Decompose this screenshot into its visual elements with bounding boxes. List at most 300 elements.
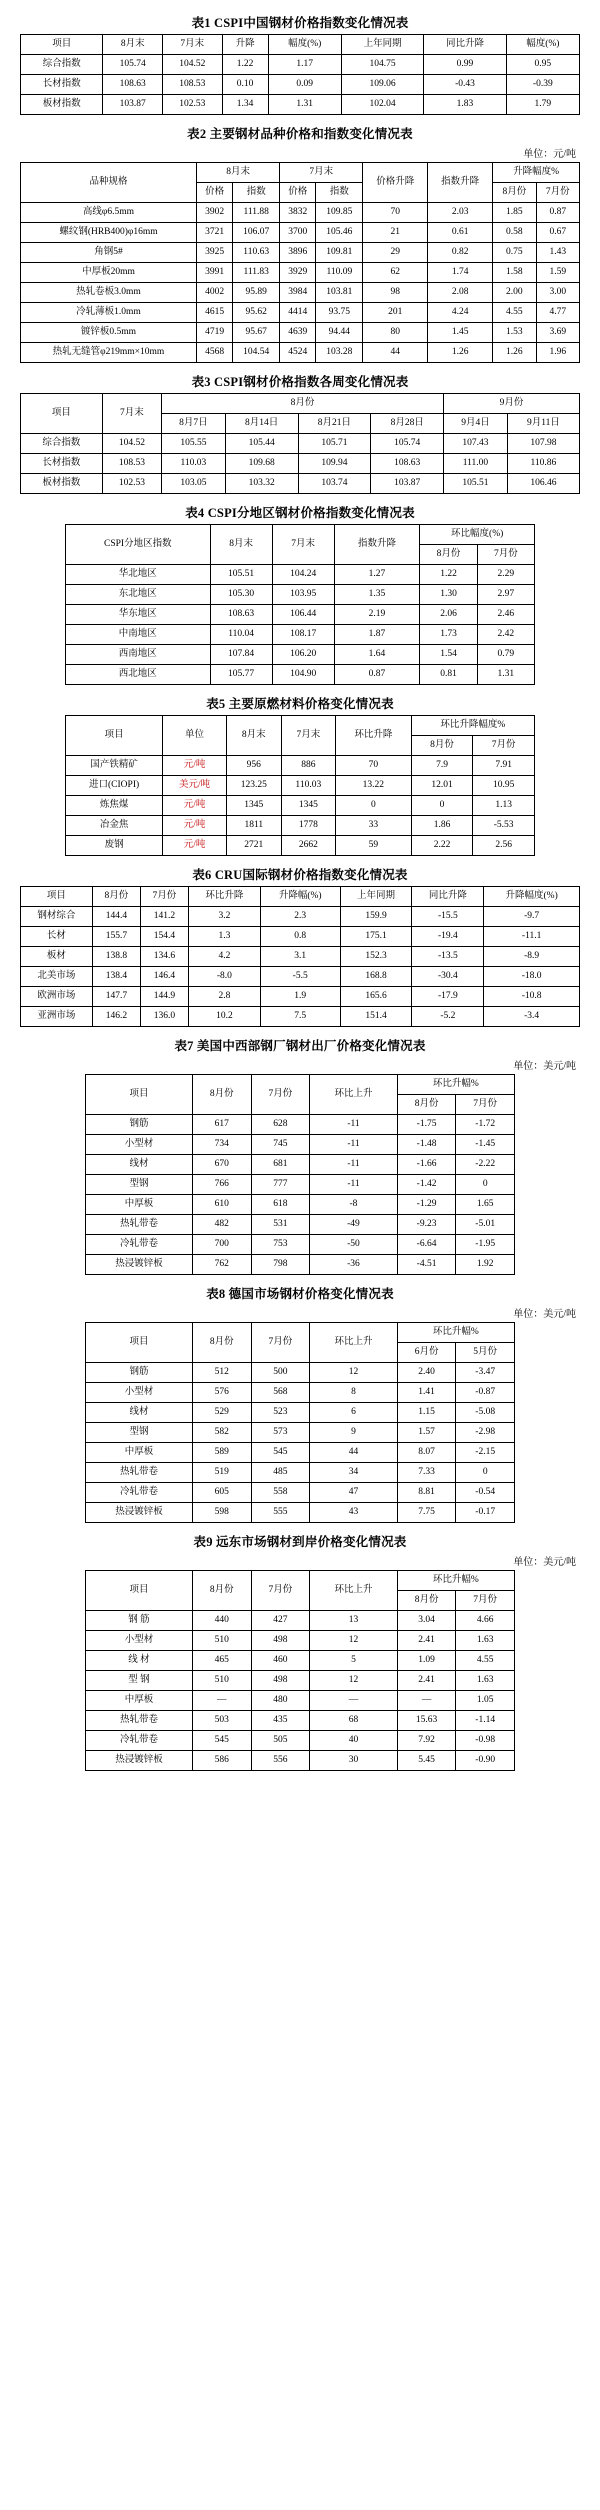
table-row: [21, 263, 580, 283]
cell: 589: [192, 1443, 251, 1463]
cell: 40: [310, 1731, 398, 1751]
cell: 610: [192, 1195, 251, 1215]
cell: 0.10: [222, 75, 268, 95]
row-label: 中南地区: [66, 625, 211, 645]
cell: 3.1: [260, 947, 340, 967]
row-label: 钢 筋: [86, 1611, 193, 1631]
cell: 103.87: [371, 474, 444, 494]
cell: 108.63: [103, 75, 163, 95]
cell: 1.26: [428, 343, 493, 363]
cell: 1.26: [493, 343, 536, 363]
cell: 107.43: [444, 434, 508, 454]
cell: 13: [310, 1611, 398, 1631]
cell: 104.52: [102, 434, 161, 454]
cell: 1.35: [334, 585, 420, 605]
cell: 15.63: [397, 1711, 456, 1731]
cell: 6: [310, 1403, 398, 1423]
cell: 93.75: [316, 303, 363, 323]
cell: 152.3: [340, 947, 412, 967]
cell: -1.72: [456, 1115, 515, 1135]
row-label: 华北地区: [66, 565, 211, 585]
cell: -11: [310, 1135, 398, 1155]
cell: 4719: [197, 323, 233, 343]
row-label: 热浸镀锌板: [86, 1255, 193, 1275]
table-3-title: 表3 CSPI钢材价格指数各周变化情况表: [191, 375, 409, 389]
cell: 1811: [226, 816, 281, 836]
cell: 523: [251, 1403, 310, 1423]
table-8-title: 表8 德国市场钢材价格变化情况表: [206, 1287, 394, 1301]
cell: 3991: [197, 263, 233, 283]
column-header: 环比升降: [335, 716, 411, 756]
cell: 109.81: [316, 243, 363, 263]
column-header: 环比升幅%: [397, 1571, 514, 1591]
cell: 108.53: [163, 75, 223, 95]
column-header: 项目: [86, 1323, 193, 1363]
cell: 155.7: [92, 927, 140, 947]
cell: 700: [192, 1235, 251, 1255]
column-header: 上年同期: [341, 35, 423, 55]
row-label: 镀锌板0.5mm: [21, 323, 197, 343]
cell: 1.15: [397, 1403, 456, 1423]
cell: 70: [335, 756, 411, 776]
table-row: [66, 756, 535, 776]
column-header: 7月份: [456, 1591, 515, 1611]
cell: 460: [251, 1651, 310, 1671]
row-label: 中厚板20mm: [21, 263, 197, 283]
row-label: 冷轧带卷: [86, 1731, 193, 1751]
cell: 1345: [281, 796, 335, 816]
row-label: 热浸镀锌板: [86, 1503, 193, 1523]
cell: 0: [411, 796, 473, 816]
table-row: [86, 1691, 515, 1711]
cell: —: [192, 1691, 251, 1711]
cell: 70: [363, 203, 428, 223]
cell: 1.22: [222, 55, 268, 75]
cell: 2.08: [428, 283, 493, 303]
row-label: 冷轧带卷: [86, 1235, 193, 1255]
column-header: 项目: [86, 1571, 193, 1611]
cell: 1.31: [477, 665, 534, 685]
column-header: 7月份: [536, 183, 579, 203]
row-label: 钢筋: [86, 1115, 193, 1135]
column-header: 7月末: [102, 394, 161, 434]
row-label: 中厚板: [86, 1195, 193, 1215]
row-label: 北美市场: [21, 967, 93, 987]
column-header: 7月末: [281, 716, 335, 756]
cell: -17.9: [412, 987, 484, 1007]
cell: 2.56: [473, 836, 535, 856]
cell: 144.9: [140, 987, 188, 1007]
cell: 141.2: [140, 907, 188, 927]
cell: 2.46: [477, 605, 534, 625]
cell: -1.14: [456, 1711, 515, 1731]
cell: 94.44: [316, 323, 363, 343]
table-row: [21, 203, 580, 223]
cell: 123.25: [226, 776, 281, 796]
cell: 1.54: [420, 645, 477, 665]
cell: 105.74: [103, 55, 163, 75]
row-label: 板材指数: [21, 95, 103, 115]
cell: -0.17: [456, 1503, 515, 1523]
cell: —: [310, 1691, 398, 1711]
table-row: [66, 776, 535, 796]
column-header: 7月份: [251, 1571, 310, 1611]
row-label: 小型材: [86, 1383, 193, 1403]
cell: 3902: [197, 203, 233, 223]
cell: -0.98: [456, 1731, 515, 1751]
cell: 2.42: [477, 625, 534, 645]
cell: 44: [363, 343, 428, 363]
column-header: 环比上升: [310, 1323, 398, 1363]
column-header: 9月4日: [444, 414, 508, 434]
column-header: 8月份: [397, 1591, 456, 1611]
table-row: [86, 1363, 515, 1383]
cell: 106.46: [507, 474, 579, 494]
cell: 80: [363, 323, 428, 343]
cell: 104.24: [272, 565, 334, 585]
cell: -13.5: [412, 947, 484, 967]
cell: 1.41: [397, 1383, 456, 1403]
cell: -9.23: [397, 1215, 456, 1235]
cell: -3.47: [456, 1363, 515, 1383]
row-label: 角钢5#: [21, 243, 197, 263]
table-9-title: 表9 远东市场钢材到岸价格变化情况表: [193, 1535, 407, 1549]
cell: 108.17: [272, 625, 334, 645]
cell: 110.09: [316, 263, 363, 283]
cell: -11: [310, 1155, 398, 1175]
column-header: 升降幅度(%): [484, 887, 580, 907]
row-label: 西北地区: [66, 665, 211, 685]
cell: 3.69: [536, 323, 579, 343]
column-header: 单位: [163, 716, 227, 756]
cell: 510: [192, 1631, 251, 1651]
cell: 104.52: [163, 55, 223, 75]
column-header: 项目: [66, 716, 163, 756]
column-header: 7月末: [163, 35, 223, 55]
cell: 2.40: [397, 1363, 456, 1383]
table-row: [21, 1007, 580, 1027]
cell: -4.51: [397, 1255, 456, 1275]
cell: -11.1: [484, 927, 580, 947]
column-header: 项目: [21, 394, 103, 434]
cell: 3929: [280, 263, 316, 283]
cell: 2.41: [397, 1671, 456, 1691]
table-row: [21, 303, 580, 323]
cell: -0.87: [456, 1383, 515, 1403]
cell: 168.8: [340, 967, 412, 987]
cell: 545: [192, 1731, 251, 1751]
cell: -11: [310, 1115, 398, 1135]
cell: 2.03: [428, 203, 493, 223]
cell: 5.45: [397, 1751, 456, 1771]
cell: 13.22: [335, 776, 411, 796]
cell: 7.33: [397, 1463, 456, 1483]
row-label: 热轧无缝管φ219mm×10mm: [21, 343, 197, 363]
cell: 555: [251, 1503, 310, 1523]
cell: 106.20: [272, 645, 334, 665]
cell: 159.9: [340, 907, 412, 927]
cell: 0.8: [260, 927, 340, 947]
cell: 146.2: [92, 1007, 140, 1027]
unit-cell: 元/吨: [163, 836, 227, 856]
cell: 618: [251, 1195, 310, 1215]
cell: 59: [335, 836, 411, 856]
cell: 138.4: [92, 967, 140, 987]
cell: 2.00: [493, 283, 536, 303]
column-header: 8月份: [192, 1075, 251, 1115]
row-label: 小型材: [86, 1631, 193, 1651]
table-header-row: [21, 887, 580, 907]
cell: -5.2: [412, 1007, 484, 1027]
row-label: 综合指数: [21, 55, 103, 75]
table-row: [86, 1671, 515, 1691]
table-row: [86, 1215, 515, 1235]
table-row: [86, 1175, 515, 1195]
column-header: 7月末: [272, 525, 334, 565]
column-header: 7月份: [251, 1075, 310, 1115]
column-header: 8月21日: [298, 414, 371, 434]
cell: 605: [192, 1483, 251, 1503]
cell: 105.51: [444, 474, 508, 494]
table-row: [86, 1651, 515, 1671]
cell: -2.15: [456, 1443, 515, 1463]
column-header: 8月份: [192, 1323, 251, 1363]
cell: 1.63: [456, 1631, 515, 1651]
row-label: 型 钢: [86, 1671, 193, 1691]
column-header: CSPI分地区指数: [66, 525, 211, 565]
column-header: 8月份: [192, 1571, 251, 1611]
cell: -8.9: [484, 947, 580, 967]
cell: -0.90: [456, 1751, 515, 1771]
cell: 106.44: [272, 605, 334, 625]
cell: -1.42: [397, 1175, 456, 1195]
cell: 10.2: [188, 1007, 260, 1027]
row-label: 热轧带卷: [86, 1215, 193, 1235]
column-header: 环比升幅%: [397, 1075, 514, 1095]
cell: 7.91: [473, 756, 535, 776]
cell: 5: [310, 1651, 398, 1671]
cell: -1.95: [456, 1235, 515, 1255]
column-header: 指数升降: [428, 163, 493, 203]
row-label: 炼焦煤: [66, 796, 163, 816]
cell: 109.06: [341, 75, 423, 95]
column-header: 品种规格: [21, 163, 197, 203]
cell: 0.81: [420, 665, 477, 685]
cell: 95.62: [233, 303, 280, 323]
table-row: [86, 1731, 515, 1751]
row-label: 热轧卷板3.0mm: [21, 283, 197, 303]
table-row: [21, 283, 580, 303]
cell: 4615: [197, 303, 233, 323]
cell: 956: [226, 756, 281, 776]
cell: 681: [251, 1155, 310, 1175]
column-header: 环比上升: [310, 1075, 398, 1115]
cell: 1.31: [268, 95, 341, 115]
table-7-unit: 单位：美元/吨: [513, 1061, 576, 1072]
row-label: 废钢: [66, 836, 163, 856]
cell: 3700: [280, 223, 316, 243]
column-header: 9月11日: [507, 414, 579, 434]
cell: 43: [310, 1503, 398, 1523]
cell: 1.27: [334, 565, 420, 585]
cell: 1.43: [536, 243, 579, 263]
cell: 8.07: [397, 1443, 456, 1463]
cell: -1.45: [456, 1135, 515, 1155]
cell: 30: [310, 1751, 398, 1771]
table-7-title: 表7 美国中西部钢厂钢材出厂价格变化情况表: [174, 1039, 426, 1053]
cell: 4.66: [456, 1611, 515, 1631]
column-header: 环比升降: [188, 887, 260, 907]
column-header: 价格: [197, 183, 233, 203]
column-header: 8月份: [493, 183, 536, 203]
table-row: [66, 625, 535, 645]
row-label: 热轧带卷: [86, 1463, 193, 1483]
cell: 2662: [281, 836, 335, 856]
cell: 47: [310, 1483, 398, 1503]
cell: 1.05: [456, 1691, 515, 1711]
table-9-unit: 单位：美元/吨: [513, 1557, 576, 1568]
cell: 1778: [281, 816, 335, 836]
cell: 531: [251, 1215, 310, 1235]
cell: 103.32: [225, 474, 298, 494]
table-row: [21, 947, 580, 967]
row-label: 型钢: [86, 1423, 193, 1443]
column-header: 7月份: [477, 545, 534, 565]
column-header: 7月份: [140, 887, 188, 907]
cell: 109.68: [225, 454, 298, 474]
table-row: [21, 223, 580, 243]
row-label: 冶金焦: [66, 816, 163, 836]
cell: 465: [192, 1651, 251, 1671]
cell: 558: [251, 1483, 310, 1503]
cell: 109.94: [298, 454, 371, 474]
cell: 0.09: [268, 75, 341, 95]
table-row: [86, 1463, 515, 1483]
cell: -11: [310, 1175, 398, 1195]
cell: 0: [456, 1463, 515, 1483]
column-header: 8月末: [226, 716, 281, 756]
cell: 4414: [280, 303, 316, 323]
column-header: 环比幅度(%): [420, 525, 535, 545]
cell: 3.00: [536, 283, 579, 303]
cell: 108.63: [210, 605, 272, 625]
table-header-row: [21, 394, 580, 414]
cell: 498: [251, 1671, 310, 1691]
cell: -1.75: [397, 1115, 456, 1135]
cell: -8: [310, 1195, 398, 1215]
table-row: [21, 474, 580, 494]
table-row: [21, 987, 580, 1007]
cell: -5.01: [456, 1215, 515, 1235]
cell: -5.53: [473, 816, 535, 836]
table-row: [21, 967, 580, 987]
cell: 3.2: [188, 907, 260, 927]
cell: 136.0: [140, 1007, 188, 1027]
row-label: 西南地区: [66, 645, 211, 665]
cell: 598: [192, 1503, 251, 1523]
table-4: [65, 524, 535, 685]
row-label: 长材指数: [21, 75, 103, 95]
cell: 8: [310, 1383, 398, 1403]
row-label: 螺纹钢(HRB400)φ16mm: [21, 223, 197, 243]
cell: 105.74: [371, 434, 444, 454]
cell: 427: [251, 1611, 310, 1631]
cell: 103.87: [103, 95, 163, 115]
table-row: [86, 1255, 515, 1275]
cell: —: [397, 1691, 456, 1711]
table-1-title: 表1 CSPI中国钢材价格指数变化情况表: [191, 16, 409, 30]
table-5-title: 表5 主要原燃材料价格变化情况表: [206, 697, 394, 711]
cell: 104.54: [233, 343, 280, 363]
cell: 1.3: [188, 927, 260, 947]
unit-cell: 元/吨: [163, 796, 227, 816]
table-2-title: 表2 主要钢材品种价格和指数变化情况表: [187, 127, 413, 141]
cell: 110.86: [507, 454, 579, 474]
cell: 108.53: [102, 454, 161, 474]
row-label: 线 材: [86, 1651, 193, 1671]
cell: 102.53: [163, 95, 223, 115]
table-header-row: [86, 1571, 515, 1591]
column-header: 8月末: [103, 35, 163, 55]
cell: 762: [192, 1255, 251, 1275]
cell: 29: [363, 243, 428, 263]
cell: 105.55: [162, 434, 226, 454]
cell: 1.58: [493, 263, 536, 283]
cell: 144.4: [92, 907, 140, 927]
cell: 1.87: [334, 625, 420, 645]
column-header: 价格: [280, 183, 316, 203]
cell: 576: [192, 1383, 251, 1403]
cell: -1.66: [397, 1155, 456, 1175]
cell: 0.61: [428, 223, 493, 243]
cell: 4568: [197, 343, 233, 363]
cell: 777: [251, 1175, 310, 1195]
column-header: 上年同期: [340, 887, 412, 907]
table-9: [85, 1570, 515, 1771]
cell: -8.0: [188, 967, 260, 987]
cell: 3832: [280, 203, 316, 223]
cell: 12: [310, 1363, 398, 1383]
cell: 0.58: [493, 223, 536, 243]
table-row: [86, 1483, 515, 1503]
cell: 753: [251, 1235, 310, 1255]
cell: 519: [192, 1463, 251, 1483]
row-label: 小型材: [86, 1135, 193, 1155]
cell: 734: [192, 1135, 251, 1155]
cell: 111.83: [233, 263, 280, 283]
cell: 1.79: [506, 95, 579, 115]
cell: 103.05: [162, 474, 226, 494]
column-header: 8月28日: [371, 414, 444, 434]
cell: 0.67: [536, 223, 579, 243]
cell: -1.29: [397, 1195, 456, 1215]
table-header-row: [21, 35, 580, 55]
row-label: 长材: [21, 927, 93, 947]
cell: 105.71: [298, 434, 371, 454]
cell: 4.2: [188, 947, 260, 967]
cell: 1.64: [334, 645, 420, 665]
table-row: [86, 1503, 515, 1523]
table-row: [21, 927, 580, 947]
row-label: 热轧带卷: [86, 1711, 193, 1731]
cell: 105.51: [210, 565, 272, 585]
table-row: [86, 1631, 515, 1651]
cell: 556: [251, 1751, 310, 1771]
row-label: 冷轧薄板1.0mm: [21, 303, 197, 323]
table-6-title: 表6 CRU国际钢材价格指数变化情况表: [192, 868, 408, 882]
cell: -5.08: [456, 1403, 515, 1423]
cell: 146.4: [140, 967, 188, 987]
